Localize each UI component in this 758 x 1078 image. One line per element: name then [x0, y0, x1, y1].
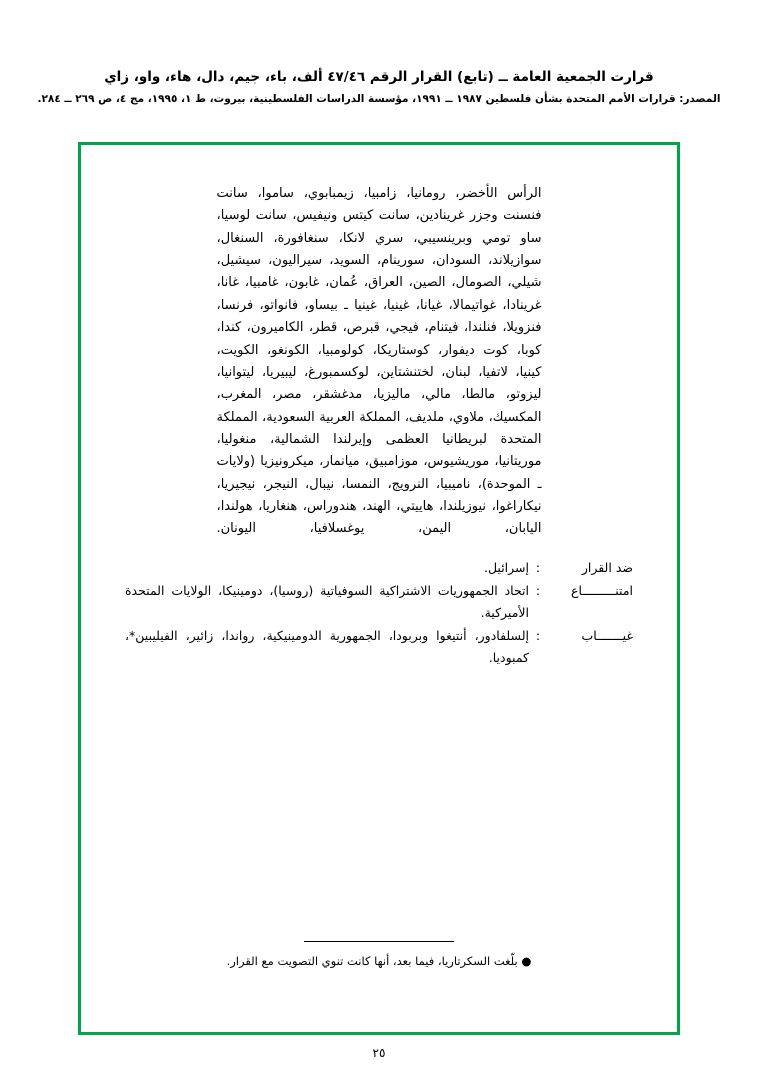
- page-title: قرارت الجمعية العامة ــ (تابع) القرار الرقم ٤٧/٤٦ ألف، باء، جيم، دال، هاء، واو، زاي: [104, 69, 654, 85]
- footnote-divider: [304, 941, 454, 942]
- vote-separator: :: [535, 583, 541, 599]
- footnote-area: [125, 941, 633, 970]
- vote-value-against: إسرائيل.: [483, 559, 529, 575]
- page-number: ٢٥: [372, 1046, 386, 1060]
- source-line: المصدر: قرارات الأمم المتحدة بشأن فلسطين ١٩٨٧ ــ ١٩٩١، مؤسسة الدراسات الفلسطينية، بيروت، ط ١، ١٩٩٥، مج ٤، ص ٢٦٩ ــ ٢٨٤.: [37, 92, 721, 105]
- vote-label-abstain: امتنـــــــــاع: [571, 583, 633, 599]
- vote-label-against: ضد القرار: [581, 559, 633, 575]
- country-list-paragraph: الرأس الأخضر، رومانيا، زامبيا، زيمبابوي، ساموا، سانت فنسنت وجزر غرينادين، سانت كيتس ونيفيس، سانت لوسيا، ساو تومي وبرينسيبي، سري لانكا، سنغافورة، السنغال، سوازيلاند، السودان، سورينام، السويد، سيراليون، سيشيل، شيلي، الصومال، الصين، العراق، عُمان، غابون، غامبيا، غانا، غرينادا، غواتيمالا، غيانا، غينيا، غينيا ـ بيساو، فانواتو، فرنسا، فنزويلا، فنلندا، فيتنام، فيجي، قبرص، قطر، الكاميرون، كندا، كوبا، كوت ديفوار، كوستاريكا، كولومبيا، الكونغو، الكويت، كينيا، لاتفيا، لبنان، لختنشتاين، لوكسمبورغ، ليبيريا، ليتوانيا، ليزوتو، مالطا، مالي، ماليزيا، مدغشقر، مصر، المغرب، المكسيك، ملاوي، ملديف، المملكة العربية السعودية، المملكة المتحدة لبريطانيا العظمى وإيرلندا الشمالية، منغوليا، موريتانيا، موريشيوس، موزامبيق، ميانمار، ميكرونيزيا (ولايات ـ الموحدة)، ناميبيا، النرويج، النمسا، نيبال، النيجر، نيجيريا، نيكاراغوا، نيوزيلندا، هاييتي، الهند، هندوراس، هنغاريا، هولندا، اليابان، اليمن، يوغسلافيا، اليونان.: [216, 186, 542, 537]
- vote-value-abstain: اتحاد الجمهوريات الاشتراكية السوفياتية (روسيا)، دومينيكا، الولايات المتحدة الأميركية.: [125, 583, 529, 620]
- vote-separator: :: [535, 628, 541, 644]
- vote-row: [125, 580, 633, 623]
- content-frame: [78, 142, 680, 1035]
- vote-results-section: [125, 557, 633, 669]
- vote-value-absent: إلسلفادور، أنتيغوا وبربودا، الجمهورية الدومينيكية، رواندا، زائير، الفيليبين*، كمبوديا.: [125, 628, 529, 665]
- vote-separator: :: [535, 559, 541, 575]
- content-frame-inner: [81, 145, 677, 1032]
- vote-label-absent: غيـــــــاب: [581, 628, 633, 644]
- document-header: [0, 68, 758, 105]
- vote-row: [125, 557, 633, 579]
- footnote-text: ● بلّغت السكرتاريا، فيما بعد، أنها كانت تنوي التصويت مع القرار.: [226, 953, 532, 968]
- vote-row: [125, 625, 633, 668]
